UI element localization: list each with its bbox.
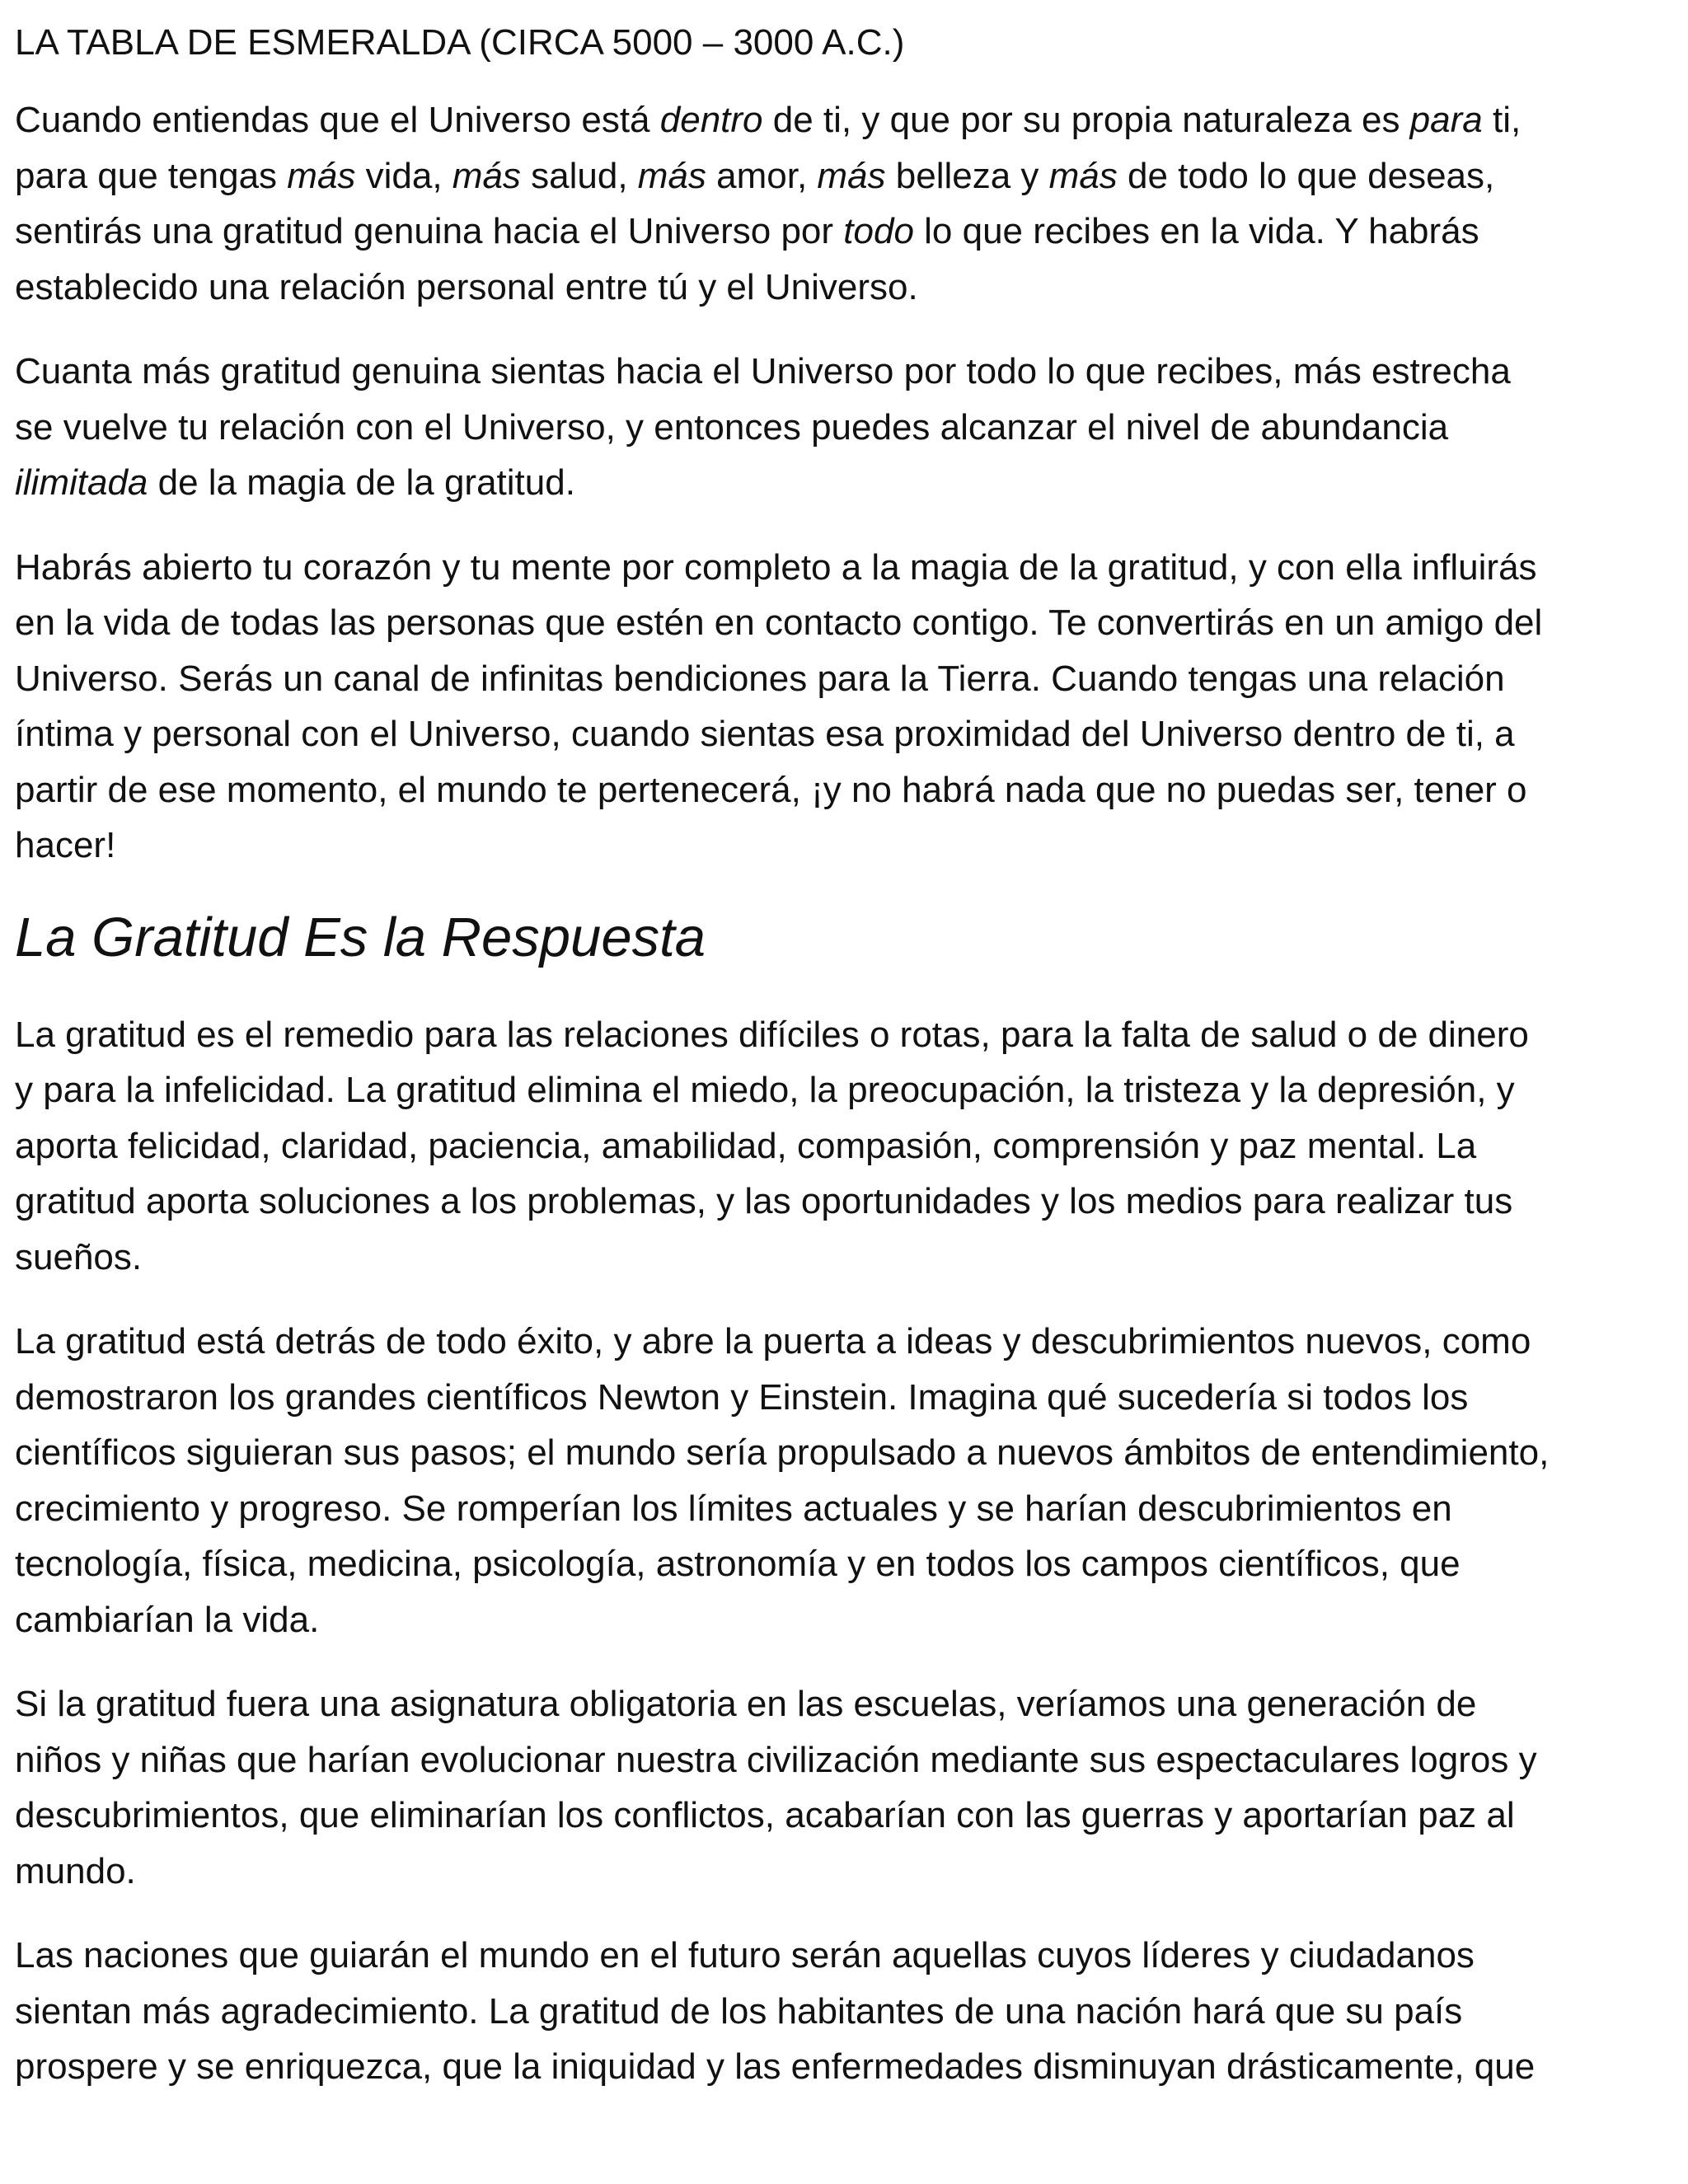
text-segment: en la vida de todas las personas que estén en contacto contigo. Te convertirás en un amigo del xyxy=(15,602,1543,643)
text-line xyxy=(15,1984,1676,2040)
text-segment: gratitud aporta soluciones a los problemas, y las oportunidades y los medios para realizar tus xyxy=(15,1181,1513,1221)
text-segment: hacer! xyxy=(15,825,116,865)
text-segment: Cuanta más gratitud genuina sientas hacia el Universo por todo lo que recibes, más estrecha xyxy=(15,351,1511,391)
paragraph xyxy=(15,1928,1676,2095)
text-segment: Las naciones que guiarán el mundo en el futuro serán aquellas cuyos líderes y ciudadanos xyxy=(15,1935,1475,1975)
text-segment: tecnología, física, medicina, psicología, astronomía y en todos los campos científicos, que xyxy=(15,1544,1461,1584)
text-line xyxy=(15,455,1676,511)
text-segment: ti, xyxy=(1482,100,1522,140)
text-segment: para que tengas xyxy=(15,155,288,196)
text-segment: belleza y xyxy=(885,155,1049,196)
text-line xyxy=(15,595,1676,651)
text-segment: Universo. Serás un canal de infinitas bendiciones para la Tierra. Cuando tengas una relación xyxy=(15,658,1505,699)
text-line xyxy=(15,1230,1676,1286)
text-line xyxy=(15,92,1676,148)
text-line xyxy=(15,1928,1676,1984)
text-segment: Habrás abierto tu corazón y tu mente por completo a la magia de la gratitud, y con ella influirás xyxy=(15,546,1537,588)
text-line xyxy=(15,651,1676,707)
text-segment: La gratitud está detrás de todo éxito, y abre la puerta a ideas y descubrimientos nuevos, como xyxy=(15,1321,1531,1361)
text-segment: partir de ese momento, el mundo te pertenecerá, ¡y no habrá nada que no puedas ser, tener o xyxy=(15,769,1527,810)
text-line xyxy=(15,1481,1676,1537)
text-segment: La gratitud es el remedio para las relaciones difíciles o rotas, para la falta de salud o de dinero xyxy=(15,1014,1529,1055)
text-segment: establecido una relación personal entre tú y el Universo. xyxy=(15,266,918,307)
text-segment: amor, xyxy=(706,155,818,196)
text-segment: crecimiento y progreso. Se romperían los límites actuales y se harían descubrimientos en xyxy=(15,1488,1452,1529)
paragraph xyxy=(15,344,1676,511)
text-line xyxy=(15,1676,1676,1732)
text-line xyxy=(15,344,1676,400)
paragraph xyxy=(15,1314,1676,1647)
text-segment: salud, xyxy=(520,155,638,196)
text-segment: descubrimientos, que eliminarían los conflictos, acabarían con las guerras y aportarían paz al xyxy=(15,1795,1515,1835)
text-line xyxy=(15,260,1676,316)
text-line xyxy=(15,1062,1676,1118)
text-line xyxy=(15,1425,1676,1481)
paragraph xyxy=(15,1676,1676,1899)
text-segment: prospere y se enriquezca, que la iniquidad y las enfermedades disminuyan drásticamente, que xyxy=(15,2046,1536,2087)
text-segment: de la magia de la gratitud. xyxy=(148,462,575,503)
intro-paragraphs xyxy=(15,92,1676,874)
text-line xyxy=(15,2039,1676,2095)
text-segment: lo que recibes en la vida. Y habrás xyxy=(913,211,1479,251)
emphasis-text: para xyxy=(1409,100,1483,140)
emphasis-text: más xyxy=(287,155,356,196)
text-segment: y para la infelicidad. La gratitud elimina el miedo, la preocupación, la tristeza y la depresión, y xyxy=(15,1070,1515,1110)
running-header: LA TABLA DE ESMERALDA (CIRCA 5000 – 3000 A.C.) xyxy=(15,22,905,63)
text-line xyxy=(15,1370,1676,1426)
emphasis-text: más xyxy=(817,155,886,196)
paragraph xyxy=(15,92,1676,315)
emphasis-text: todo xyxy=(843,211,914,251)
text-segment: se vuelve tu relación con el Universo, y entonces puedes alcanzar el nivel de abundancia xyxy=(15,406,1449,448)
section-paragraphs xyxy=(15,1007,1676,2095)
text-segment: íntima y personal con el Universo, cuando sientas esa proximidad del Universo dentro de ti, a xyxy=(15,714,1515,754)
text-segment: de ti, y que por su propia naturaleza es xyxy=(762,100,1410,140)
text-segment: científicos siguieran sus pasos; el mundo sería propulsado a nuevos ámbitos de entendimiento, xyxy=(15,1432,1550,1473)
text-segment: sueños. xyxy=(15,1236,143,1277)
text-line xyxy=(15,204,1676,260)
document-page xyxy=(15,15,1676,2124)
paragraph xyxy=(15,1007,1676,1286)
text-line xyxy=(15,762,1676,818)
text-line xyxy=(15,1118,1676,1174)
section-heading: La Gratitud Es la Respuesta xyxy=(15,906,706,968)
text-segment: mundo. xyxy=(15,1850,136,1891)
text-line xyxy=(15,706,1676,762)
text-segment: vida, xyxy=(355,155,452,196)
text-segment: cambiarían la vida. xyxy=(15,1599,320,1640)
text-segment: sentirás una gratitud genuina hacia el Universo por xyxy=(15,211,844,251)
emphasis-text: más xyxy=(637,155,706,196)
emphasis-text: más xyxy=(452,155,521,196)
paragraph xyxy=(15,540,1676,874)
text-segment: aporta felicidad, claridad, paciencia, amabilidad, compasión, comprensión y paz mental. La xyxy=(15,1125,1477,1166)
text-line xyxy=(15,1844,1676,1900)
text-segment: Cuando entiendas que el Universo está xyxy=(15,100,660,140)
text-line xyxy=(15,1592,1676,1648)
text-line xyxy=(15,1732,1676,1788)
text-line xyxy=(15,1314,1676,1370)
text-line xyxy=(15,818,1676,874)
text-line xyxy=(15,1007,1676,1063)
text-line xyxy=(15,540,1676,596)
emphasis-text: dentro xyxy=(659,100,763,140)
emphasis-text: ilimitada xyxy=(15,462,148,503)
emphasis-text: más xyxy=(1048,155,1118,196)
text-line xyxy=(15,400,1676,456)
text-line xyxy=(15,148,1676,204)
text-segment: de todo lo que deseas, xyxy=(1117,155,1495,196)
text-line xyxy=(15,1788,1676,1844)
text-segment: niños y niñas que harían evolucionar nuestra civilización mediante sus espectaculares logros y xyxy=(15,1739,1537,1780)
text-line xyxy=(15,1536,1676,1592)
text-segment: demostraron los grandes científicos Newton y Einstein. Imagina qué sucedería si todos los xyxy=(15,1376,1469,1418)
text-segment: Si la gratitud fuera una asignatura obligatoria en las escuelas, veríamos una generación de xyxy=(15,1684,1477,1724)
text-line xyxy=(15,1174,1676,1230)
text-segment: sientan más agradecimiento. La gratitud de los habitantes de una nación hará que su país xyxy=(15,1990,1463,2032)
